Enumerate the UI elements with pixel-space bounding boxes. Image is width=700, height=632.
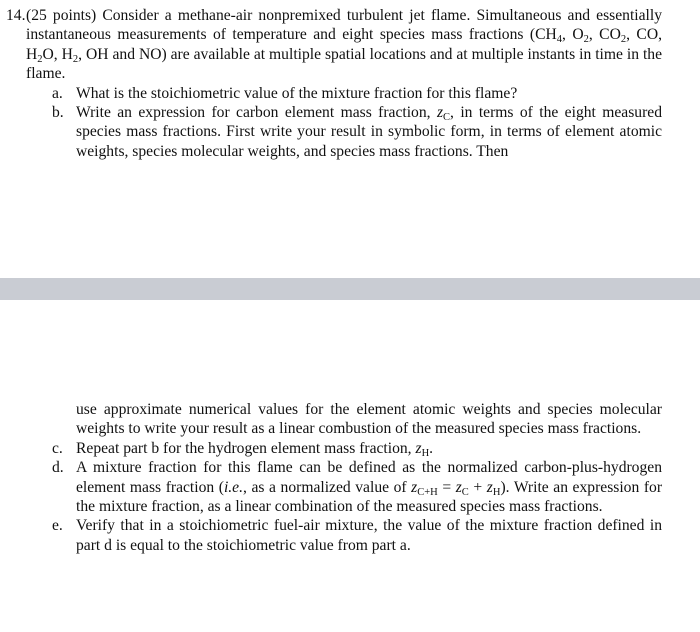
math-operator: =: [437, 478, 456, 496]
subscript: 4: [556, 34, 562, 46]
part-b-continuation: use approximate numerical values for the element atomic weights and species molecular weights to write your result as a linear combustion of the measured species mass fractions.: [76, 401, 662, 438]
part-text: , as a normalized value of: [243, 478, 412, 496]
math-variable: z: [415, 439, 422, 457]
math-variable: z: [486, 478, 493, 496]
part-text: .: [429, 439, 434, 457]
page-break-gap: [0, 278, 700, 300]
problem-statement: [6, 6, 662, 84]
part-label: d.: [52, 459, 64, 477]
part-d: [6, 458, 662, 516]
problem-text: , OH and NO) are available at multiple spatial locations and at multiple instants in time in the flame.: [26, 45, 663, 83]
part-label: c.: [52, 439, 63, 457]
subscript: 2: [583, 34, 589, 46]
part-a: [6, 84, 662, 103]
part-text: , in terms of the eight measured species mass fractions. First write your result in symbolic form, in terms of element atomic weights, species molecular weights, and species mass fractions. Then: [76, 104, 663, 160]
problem-text: O, H: [42, 45, 73, 63]
math-variable: z: [436, 104, 444, 122]
problem-number: 14.: [6, 7, 26, 24]
part-b: [6, 103, 662, 161]
part-c: [6, 439, 662, 458]
subscript: 2: [72, 53, 79, 65]
math-variable: z: [411, 478, 418, 496]
page-top-section: [6, 6, 662, 161]
part-e: [6, 516, 662, 555]
part-text: Repeat part b for the hydrogen element mass fraction,: [76, 439, 416, 457]
subscript: C+H: [417, 486, 438, 498]
page-bottom-section: [6, 400, 662, 555]
subscript: 2: [37, 53, 43, 65]
part-text: Write an expression for carbon element mass fraction,: [76, 104, 437, 122]
part-text: A mixture fraction for this flame can be defined as the normalized carbon-plus-hydrogen element mass fraction (: [76, 459, 662, 496]
part-label: a.: [52, 84, 63, 102]
subscript: C: [461, 486, 469, 498]
subscript: H: [421, 447, 430, 459]
math-variable: z: [455, 478, 462, 496]
part-text: Verify that in a stoichiometric fuel-air mixture, the value of the mixture fraction defined in part d is equal to the stoichiometric value from part a.: [76, 517, 662, 554]
subscript: H: [492, 486, 501, 498]
part-text: ). Write an expression for the mixture fraction, as a linear combination of the measured species mass fractions.: [76, 478, 663, 516]
part-label: e.: [52, 517, 63, 535]
problem-text: , O: [562, 26, 584, 44]
problem-text: , CO: [588, 26, 621, 44]
problem-text: , CO, H: [26, 26, 662, 63]
part-text: What is the stoichiometric value of the mixture fraction for this flame?: [76, 84, 518, 102]
part-label: b.: [52, 104, 64, 122]
problem-text: (25 points) Consider a methane-air nonpremixed turbulent jet flame. Simultaneous and essentially instantaneous measurements of temperature and eight species mass fractions (CH: [26, 7, 662, 44]
subscript: C: [443, 112, 451, 124]
math-operator: +: [468, 478, 487, 496]
subscript: 2: [620, 34, 627, 46]
italic-text: i.e.: [223, 478, 244, 496]
